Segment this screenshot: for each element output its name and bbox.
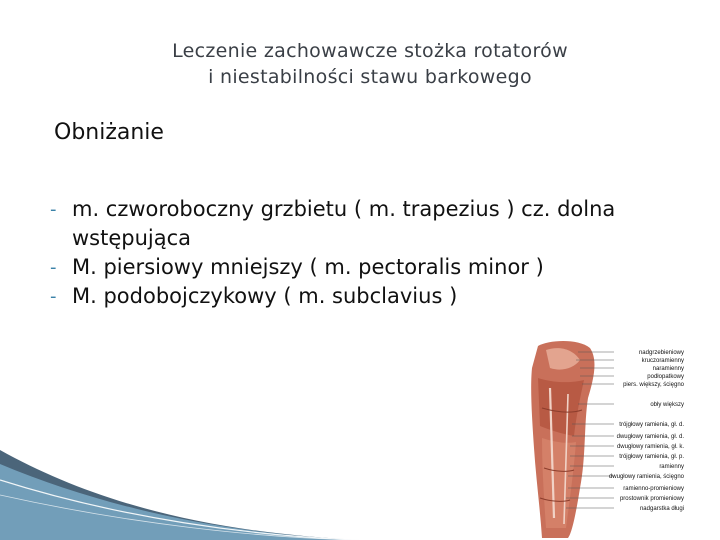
title-line-2: i niestabilności stawu barkowego [208, 66, 532, 88]
section-heading: Obniżanie [54, 120, 164, 145]
bullet-item [50, 195, 690, 253]
title-line-1: Leczenie zachowawcze stożka rotatorów [172, 40, 568, 62]
anatomy-label: nadgrzebieniowy [638, 350, 684, 356]
anatomy-label: dwugłowy ramienia, ścięgno [608, 474, 684, 480]
anatomy-label: piers. większy, ścięgno [623, 382, 684, 388]
anatomy-label: ramienny [659, 464, 684, 470]
anatomy-labels [609, 350, 685, 512]
anatomy-label: trójgłowy ramienia, gł. d. [619, 422, 684, 428]
anatomy-label: ramienno-promieniowy [623, 486, 684, 492]
anatomy-label: podłopatkowy [647, 374, 684, 380]
anatomy-label: trójgłowy ramienia, gł. p. [619, 454, 684, 460]
anatomy-label: dwugłowy ramienia, gł. d. [616, 434, 684, 440]
anatomy-label: obły większy [650, 402, 684, 408]
bullet-dash: - [50, 199, 57, 220]
slide-title [80, 38, 660, 90]
bullet-text: M. podobojczykowy ( m. subclavius ) [72, 284, 458, 308]
arm-muscle-anatomy-image [528, 338, 686, 538]
bullet-text: M. piersiowy mniejszy ( m. pectoralis minor ) [72, 255, 544, 279]
bullet-list [50, 195, 690, 311]
anatomy-label: kruczoramienny [641, 358, 684, 364]
bullet-item [50, 282, 690, 311]
bullet-text: m. czworoboczny grzbietu ( m. trapezius ) cz. dolna wstępująca [72, 197, 616, 250]
bullet-item [50, 253, 690, 282]
bullet-dash: - [50, 286, 57, 307]
anatomy-label: prostownik promieniowy [619, 496, 684, 502]
muscle-drawing [531, 341, 594, 538]
decorative-swoosh [0, 440, 360, 540]
bullet-dash: - [50, 257, 57, 278]
anatomy-label: nadgarstka długi [639, 506, 684, 512]
anatomy-label: dwugłowy ramienia, gł. k. [616, 444, 684, 450]
anatomy-label: naramienny [652, 366, 684, 372]
